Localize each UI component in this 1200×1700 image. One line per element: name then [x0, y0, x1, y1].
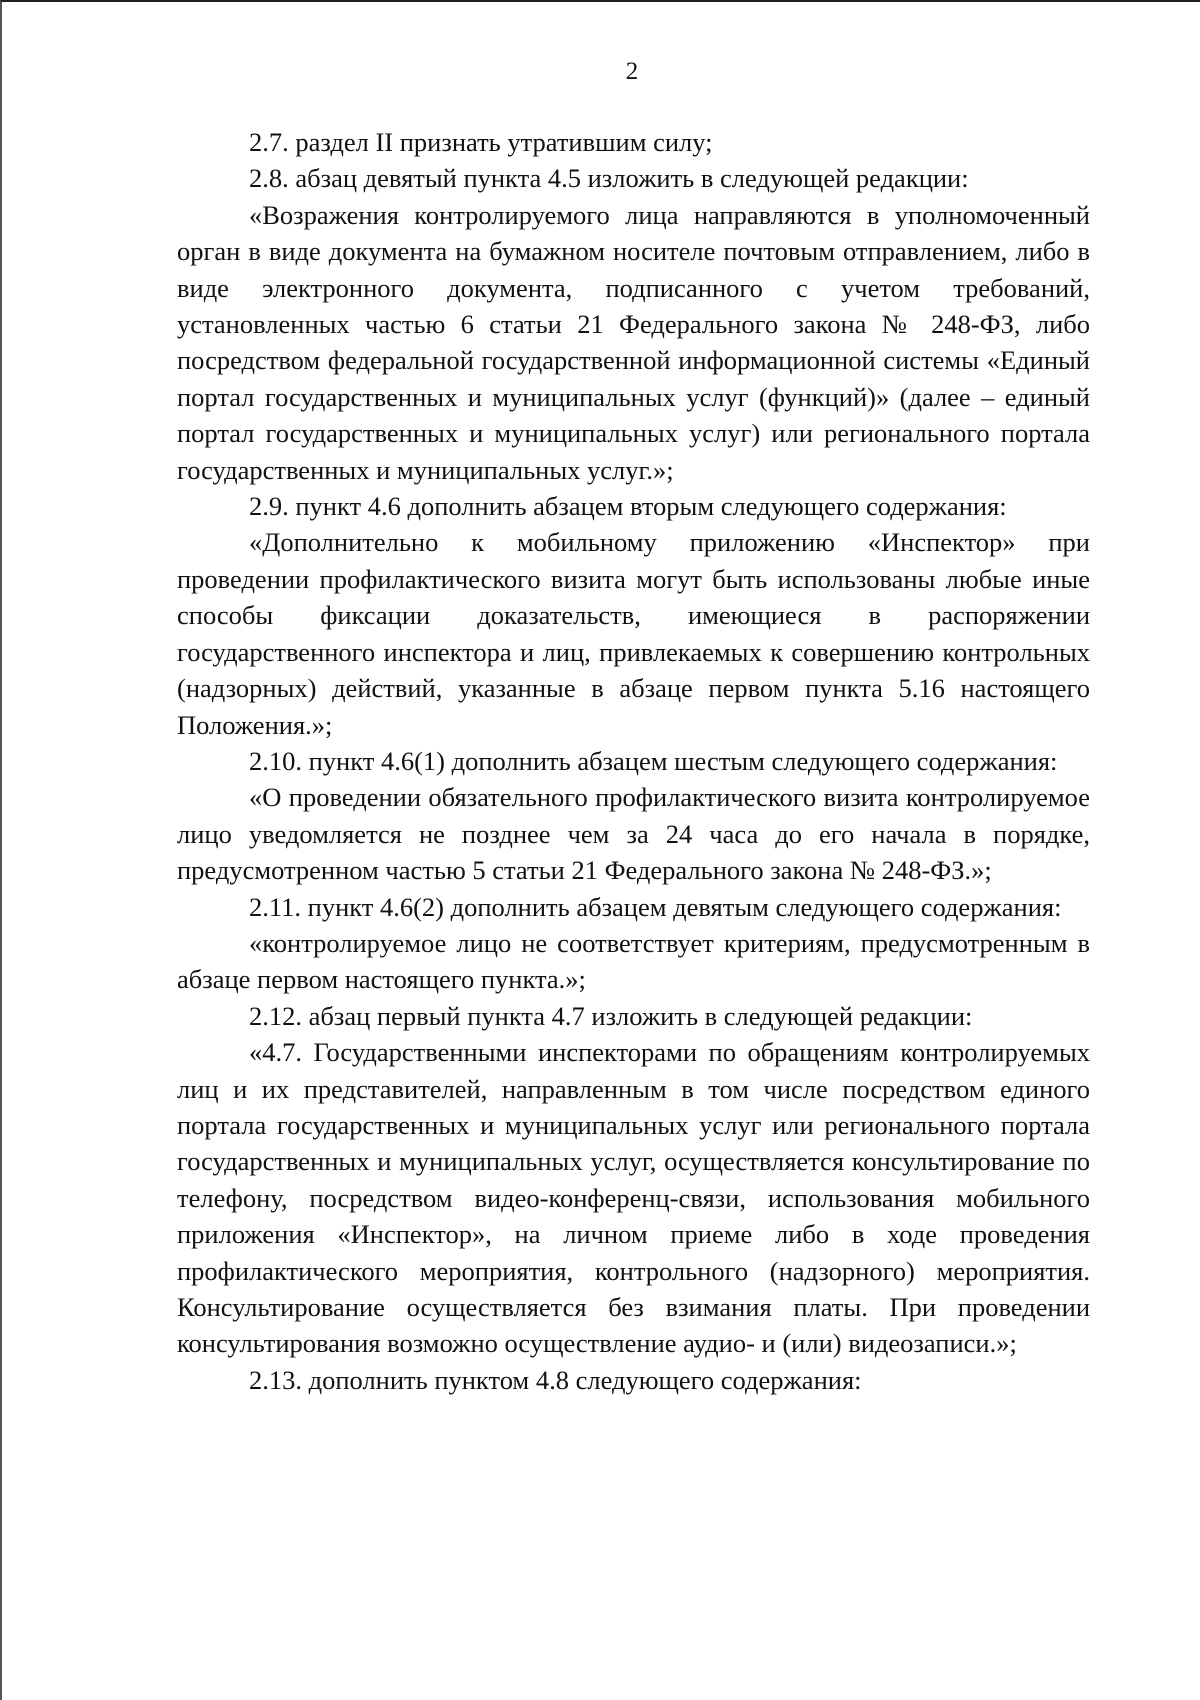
paragraph-2-9: 2.9. пункт 4.6 дополнить абзацем вторым следующего содержания:: [249, 491, 1007, 522]
paragraph-2-13: 2.13. дополнить пунктом 4.8 следующего содержания:: [249, 1364, 862, 1395]
document-body: [177, 124, 1090, 1398]
paragraph-2-10: 2.10. пункт 4.6(1) дополнить абзацем шестым следующего содержания:: [249, 745, 1058, 776]
page-number: 2: [625, 58, 639, 85]
quote-criteria: «контролируемое лицо не соответствует критериям, предусмотренным в абзаце первом настоящего пункта.»;: [177, 927, 1090, 995]
paragraph-2-8: 2.8. абзац девятый пункта 4.5 изложить в следующей редакции:: [249, 163, 969, 194]
quote-objections: «Возражения контролируемого лица направляются в уполномоченный орган в виде документа на бумажном носителе почтовым отправлением, либо в виде электронного документа, подписанного с учетом требований, установленных частью 6 статьи 21 Федерального закона № 248-ФЗ, либо посредством федеральной государственной информационной системы «Единый портал государственных и муниципальных услуг (функций)» (далее – единый портал государственных и муниципальных услуг) или регионального портала государственных и муниципальных услуг.»;: [177, 199, 1090, 485]
quote-additional-evidence: «Дополнительно к мобильному приложению «Инспектор» при проведении профилактического визита могут быть использованы любые иные способы фиксации доказательств, имеющиеся в распоряжении государственного инспектора и лиц, привлекаемых к совершению контрольных (надзорных) действий, указанные в абзаце первом пункта 5.16 настоящего Положения.»;: [177, 527, 1090, 740]
paragraph-2-12: 2.12. абзац первый пункта 4.7 изложить в следующей редакции:: [249, 1000, 973, 1031]
quote-mandatory-visit: «О проведении обязательного профилактического визита контролируемое лицо уведомляется не позднее чем за 24 часа до его начала в порядке, предусмотренном частью 5 статьи 21 Федерального закона № 248-ФЗ.»;: [177, 782, 1090, 886]
paragraph-2-11: 2.11. пункт 4.6(2) дополнить абзацем девятым следующего содержания:: [249, 891, 1062, 922]
paragraph-2-7: 2.7. раздел II признать утратившим силу;: [249, 127, 713, 157]
quote-consulting: «4.7. Государственными инспекторами по обращениям контролируемых лиц и их представителей, направленным в том числе посредством единого портала государственных и муниципальных услуг или регионального портала государственных и муниципальных услуг, осуществляется консультирование по телефону, посредством видео-конференц-связи, использования мобильного приложения «Инспектор», на личном приеме либо в ходе проведения профилактического мероприятия, контрольного (надзорного) мероприятия. Консультирование осуществляется без взимания платы. При проведении консультирования возможно осуществление аудио- и (или) видеозаписи.»;: [177, 1037, 1090, 1359]
